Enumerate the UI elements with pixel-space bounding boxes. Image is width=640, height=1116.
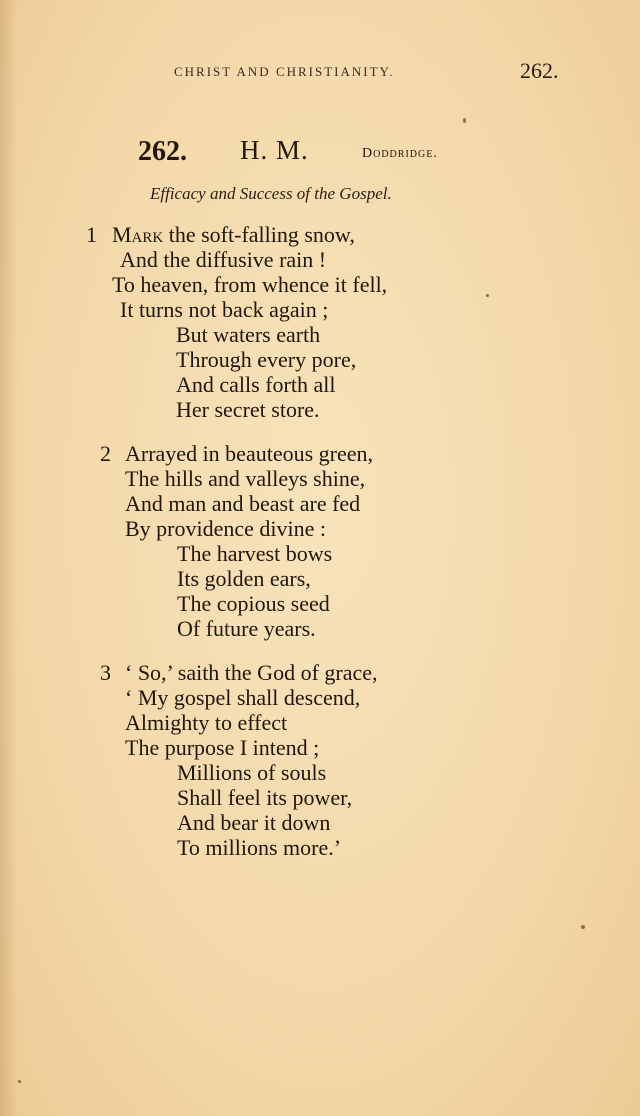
verse-line: And calls forth all <box>176 372 336 397</box>
hymn-author: Doddridge. <box>362 146 438 161</box>
paper-speck <box>486 294 489 297</box>
verse-line-rest: the soft-falling snow, <box>163 222 355 247</box>
stanza-number: 3 <box>100 660 111 685</box>
verse-line: The hills and valleys shine, <box>125 466 366 491</box>
verse-line: ‘ My gospel shall descend, <box>125 685 361 710</box>
verse-line: Her secret store. <box>176 397 320 422</box>
page-number: 262. <box>520 58 559 83</box>
verse-line: Millions of souls <box>177 760 327 785</box>
verse-line: The purpose I intend ; <box>125 735 320 760</box>
verse-line <box>112 222 355 247</box>
verse-line: To millions more.’ <box>177 835 342 860</box>
running-head: CHRIST AND CHRISTIANITY. <box>174 64 395 79</box>
verse-line: By providence divine : <box>125 516 327 541</box>
verse-line: The copious seed <box>177 591 330 616</box>
verse-line: Arrayed in beauteous green, <box>125 441 374 466</box>
paper-speck <box>18 1080 21 1083</box>
hymn-subtitle: Efficacy and Success of the Gospel. <box>150 184 392 203</box>
verse-line: Shall feel its power, <box>177 785 353 810</box>
verse-line: And man and beast are fed <box>125 491 361 516</box>
verse-first-word: Mark <box>112 222 164 247</box>
verse-line: And the diffusive rain ! <box>120 247 327 272</box>
stanza-number: 1 <box>86 222 97 247</box>
hymn-number: 262. <box>138 136 187 167</box>
hymn-meter: H. M. <box>240 135 309 165</box>
verse-line: To heaven, from whence it fell, <box>112 272 388 297</box>
verse-line: It turns not back again ; <box>120 297 329 322</box>
spine-shadow <box>0 0 18 1116</box>
verse-line: Through every pore, <box>176 347 357 372</box>
verse-line: And bear it down <box>177 810 331 835</box>
verse-line: The harvest bows <box>177 541 333 566</box>
verse-line: Its golden ears, <box>177 566 311 591</box>
paper-speck <box>463 118 466 123</box>
stanza-number: 2 <box>100 441 111 466</box>
paper-speck <box>581 925 585 929</box>
verse-line: Of future years. <box>177 616 316 641</box>
verse-line: But waters earth <box>176 322 321 347</box>
verse-line: ‘ So,’ saith the God of grace, <box>125 660 378 685</box>
verse-line: Almighty to effect <box>125 710 288 735</box>
